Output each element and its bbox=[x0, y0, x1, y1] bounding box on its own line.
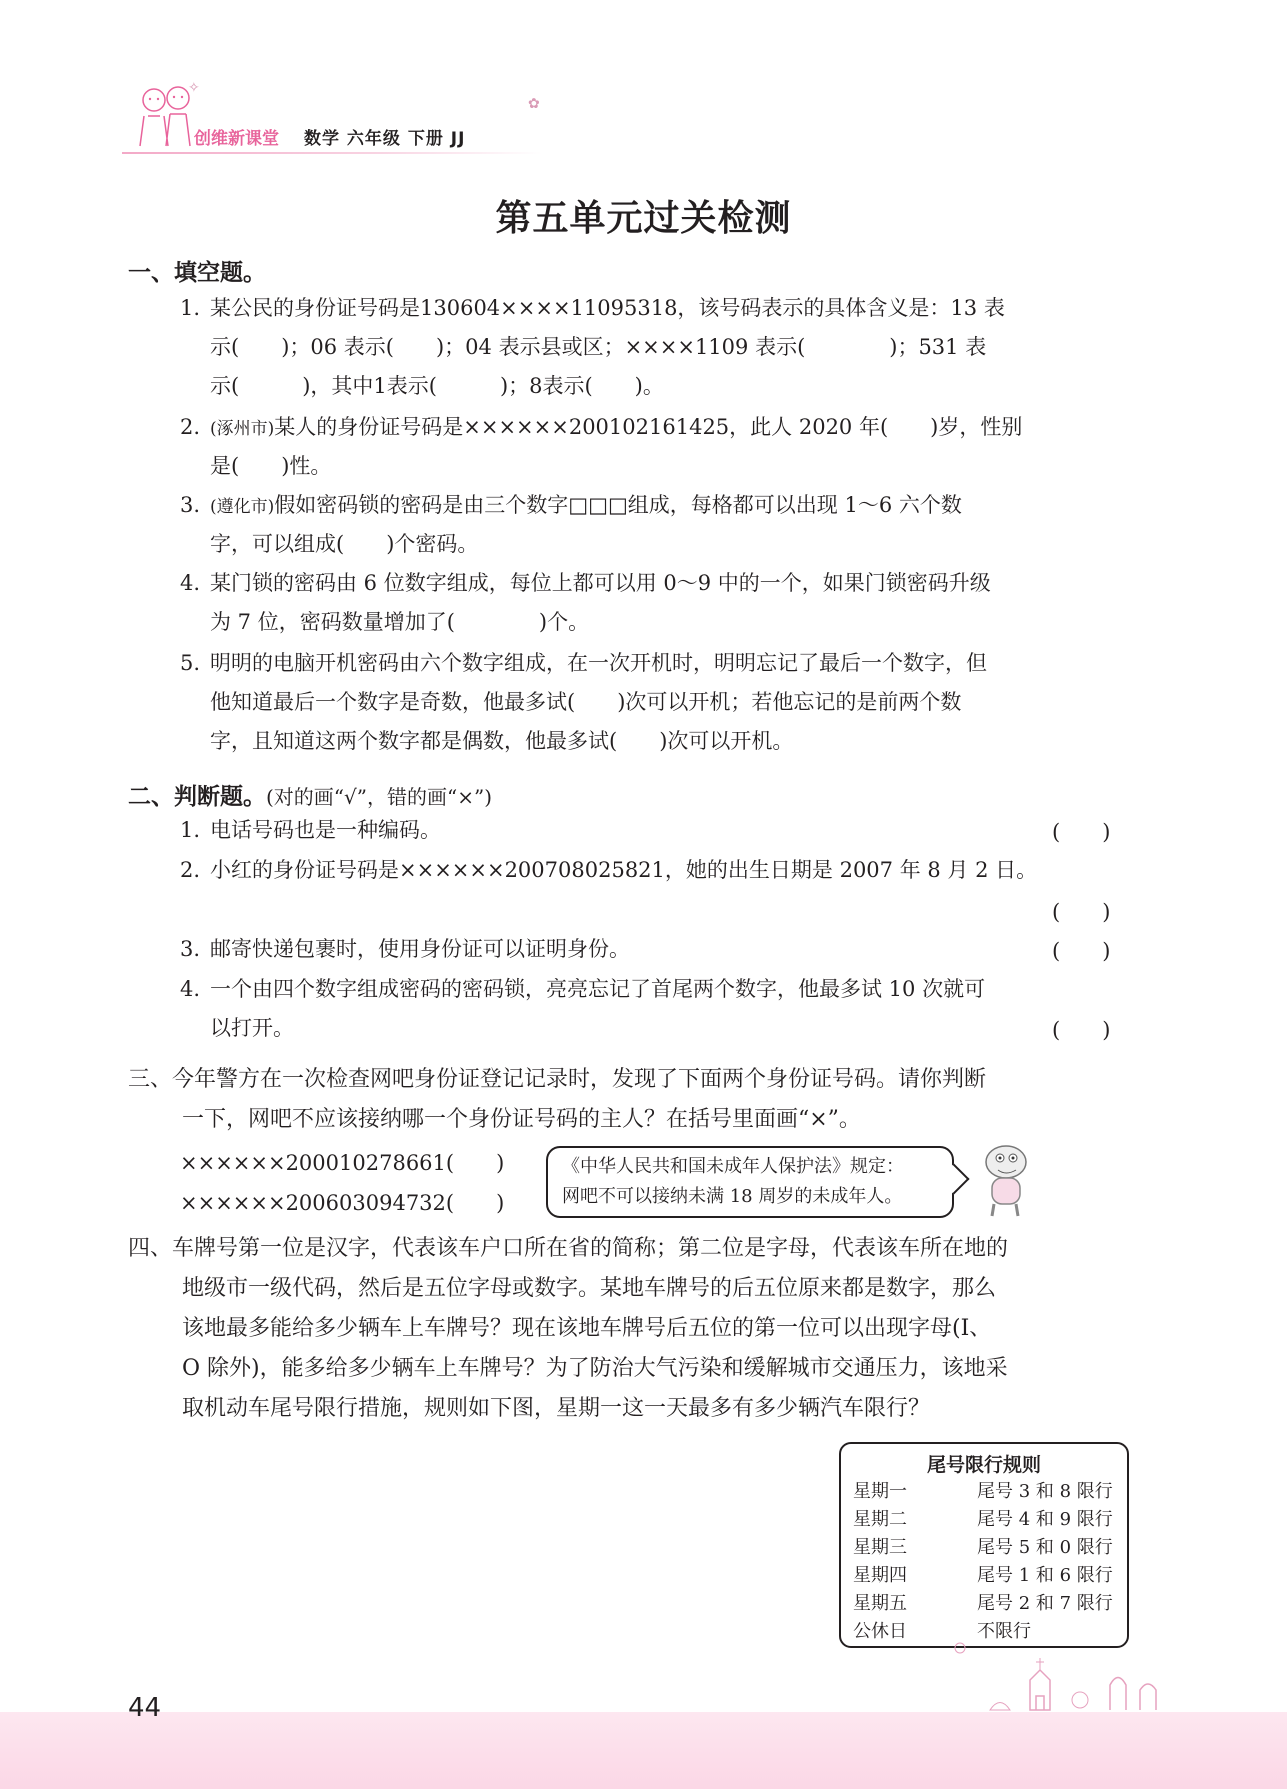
plate-restriction-table bbox=[839, 1442, 1129, 1648]
section-four-line-4: O 除外)，能多给多少辆车上车牌号？为了防治大气污染和缓解城市交通压力，该地采 bbox=[182, 1356, 1008, 1381]
section-four-line-1: 四、车牌号第一位是汉字，代表该车户口所在省的简称；第二位是字母，代表该车所在地的 bbox=[128, 1236, 1009, 1261]
header-rule bbox=[122, 152, 542, 154]
sparkle-icon: ✧ bbox=[188, 80, 200, 96]
judge-instructions: (对的画“√”，错的画“×”) bbox=[266, 785, 493, 809]
question-4-line-2: 为 7 位，密码数量增加了( )个。 bbox=[210, 610, 590, 634]
answer-paren: ( ) bbox=[1052, 939, 1111, 963]
table-row: 星期五 尾号 2 和 7 限行 bbox=[853, 1593, 1113, 1614]
section-heading-fill: 一、填空题。 bbox=[128, 260, 266, 286]
table-row: 星期四 尾号 1 和 6 限行 bbox=[853, 1565, 1113, 1586]
brand-name: 创维新课堂 bbox=[194, 129, 279, 149]
law-note-line-2: 网吧不可以接纳未满 18 周岁的未成年人。 bbox=[562, 1186, 903, 1207]
question-3-line-1: 3. (遵化市)假如密码锁的密码是由三个数字□□□组成，每格都可以出现 1～6 六个数 bbox=[180, 493, 962, 517]
judge-4-line-2: 以打开。 bbox=[210, 1016, 294, 1040]
table-row: 星期二 尾号 4 和 9 限行 bbox=[853, 1509, 1113, 1530]
question-2-line-1: 2. (涿州市)某人的身份证号码是××××××200102161425，此人 2020 年( )岁，性别 bbox=[180, 415, 1023, 439]
answer-paren: ( ) bbox=[1052, 820, 1111, 844]
question-1-line-3: 示( )，其中1表示( )；8表示( )。 bbox=[210, 374, 664, 398]
answer-paren: ( ) bbox=[1052, 1018, 1111, 1042]
question-5-line-1: 5. 明明的电脑开机密码由六个数字组成，在一次开机时，明明忘记了最后一个数字，但 bbox=[180, 651, 987, 675]
table-row: 公休日 不限行 bbox=[853, 1621, 1031, 1642]
answer-paren: ( ) bbox=[1052, 900, 1111, 924]
table-row: 星期一 尾号 3 和 8 限行 bbox=[853, 1481, 1113, 1502]
judge-2: 2. 小红的身份证号码是××××××200708025821，她的出生日期是 2007 年 8 月 2 日。 bbox=[180, 858, 1038, 882]
page-header bbox=[112, 82, 552, 160]
question-5-line-3: 字，且知道这两个数字都是偶数，他最多试( )次可以开机。 bbox=[210, 729, 794, 753]
dinosaur-mascot-icon bbox=[970, 1140, 1040, 1220]
section-four-line-3: 该地最多能给多少辆车上车牌号？现在该地车牌号后五位的第一位可以出现字母(I、 bbox=[182, 1316, 992, 1341]
table-row: 星期三 尾号 5 和 0 限行 bbox=[853, 1537, 1113, 1558]
judge-3: 3. 邮寄快递包裹时，使用身份证可以证明身份。 bbox=[180, 937, 630, 961]
castle-trees-decoration-icon bbox=[940, 1640, 1170, 1720]
question-2-line-2: 是( )性。 bbox=[210, 454, 332, 478]
id-number-2: ××××××200603094732( ) bbox=[180, 1191, 505, 1215]
question-5-line-2: 他知道最后一个数字是奇数，他最多试( )次可以开机；若他忘记的是前两个数 bbox=[210, 690, 962, 714]
section-heading-judge: 二、判断题。(对的画“√”，错的画“×”) bbox=[128, 784, 493, 810]
section-three-line-1: 三、今年警方在一次检查网吧身份证登记记录时，发现了下面两个身份证号码。请你判断 bbox=[128, 1067, 987, 1092]
judge-1: 1. 电话号码也是一种编码。 bbox=[180, 818, 441, 842]
section-three-line-2: 一下，网吧不应该接纳哪一个身份证号码的主人？在括号里面画“×”。 bbox=[182, 1107, 861, 1132]
page-title: 第五单元过关检测 bbox=[495, 198, 792, 239]
question-1-line-1: 1. 某公民的身份证号码是130604××××11095318，该号码表示的具体含义是：13 表 bbox=[180, 296, 1005, 320]
question-4-line-1: 4. 某门锁的密码由 6 位数字组成，每位上都可以用 0～9 中的一个，如果门锁密码升级 bbox=[180, 571, 991, 595]
id-number-1: ××××××200010278661( ) bbox=[180, 1151, 505, 1175]
book-info: 数学 六年级 下册 JJ bbox=[304, 129, 466, 149]
section-four-line-5: 取机动车尾号限行措施，规则如下图，星期一这一天最多有多少辆汽车限行？ bbox=[182, 1396, 931, 1421]
judge-4-line-1: 4. 一个由四个数字组成密码的密码锁，亮亮忘记了首尾两个数字，他最多试 10 次就可 bbox=[180, 977, 986, 1001]
table-title: 尾号限行规则 bbox=[926, 1454, 1041, 1476]
law-note-bubble bbox=[546, 1146, 954, 1218]
question-3-line-2: 字，可以组成( )个密码。 bbox=[210, 532, 479, 556]
section-four-line-2: 地级市一级代码，然后是五位字母或数字。某地车牌号的后五位原来都是数字，那么 bbox=[182, 1276, 997, 1301]
page-number: 44 bbox=[128, 1693, 162, 1723]
law-note-line-1: 《中华人民共和国未成年人保护法》规定： bbox=[562, 1156, 904, 1177]
footer-band bbox=[0, 1712, 1287, 1789]
question-1-line-2: 示( )；06 表示( )；04 表示县或区；××××1109 表示( )；531 表 bbox=[210, 335, 987, 359]
sparkle-icon: ✿ bbox=[528, 96, 540, 112]
